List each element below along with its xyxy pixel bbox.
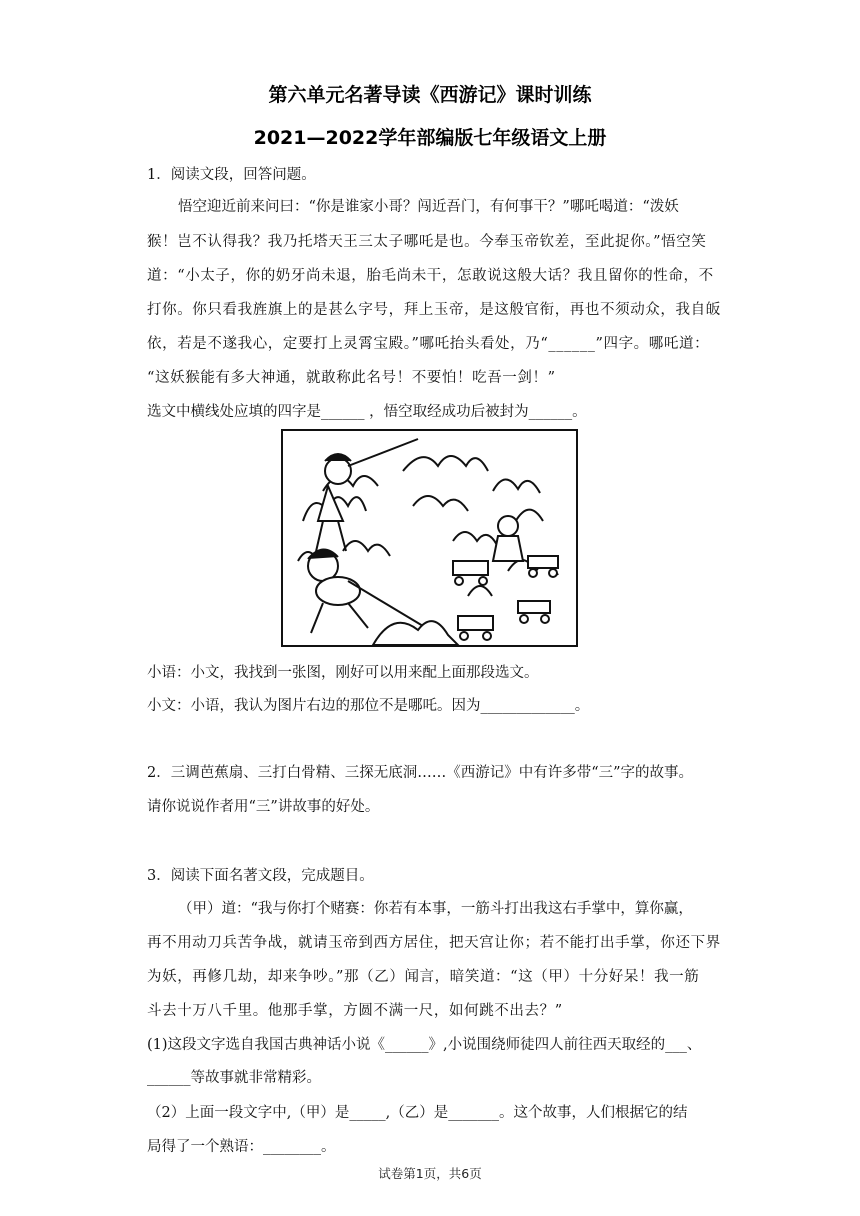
question-1-prompt: 1．阅读文段，回答问题。 [147, 167, 316, 183]
q1-dialog-line: 小文：小语，我认为图片右边的那位不是哪吒。因为_____________。 [147, 698, 590, 714]
page-subtitle: 2021—2022学年部编版七年级语文上册 [253, 127, 607, 149]
q1-fill-question: 选文中横线处应填的四字是______ ，悟空取经成功后被封为______。 [147, 404, 587, 420]
question-2-line: 2．三调芭蕉扇、三打白骨精、三探无底洞……《西游记》中有许多带“三”字的故事。 [147, 765, 694, 781]
q1-passage-line: 悟空迎近前来问曰：“你是谁家小哥？闯近吾门，有何事干？”哪吒喝道：“泼妖 [178, 199, 679, 215]
q3-passage-line: 斗去十万八千里。他那手掌，方圆不满一尺，如何跳不出去？” [147, 1003, 563, 1019]
q1-passage-line: 依，若是不遂我心，定要打上灵霄宝殿。”哪吒抬头看处，乃“______”四字。哪吒道： [147, 336, 710, 352]
question-2-line: 请你说说作者用“三”讲故事的好处。 [147, 799, 380, 815]
q1-dialog-line: 小语：小文，我找到一张图，刚好可以用来配上面那段选文。 [147, 665, 539, 681]
q3-sub1-line: ______等故事就非常精彩。 [147, 1070, 321, 1086]
q1-passage-line: 打你。你只看我旌旗上的是甚么字号，拜上玉帝，是这般官衔，再也不须动众，我自皈 [147, 302, 721, 318]
illustration-image [281, 429, 578, 647]
q3-sub1-line: (1)这段文字选自我国古典神话小说《______》,小说围绕师徒四人前往西天取经的___、 [147, 1037, 702, 1053]
q3-passage-line: 再不用动刀兵苦争战，就请玉帝到西方居住，把天宫让你；若不能打出手掌，你还下界 [147, 935, 721, 951]
page-footer: 试卷第1页，共6页 [378, 1166, 482, 1181]
q3-sub2-line: （2）上面一段文字中,（甲）是_____,（乙）是_______。这个故事，人们根据它的结 [147, 1105, 688, 1121]
q3-passage-line: （甲）道：“我与你打个赌赛：你若有本事，一筋斗打出我这右手掌中，算你赢， [178, 901, 693, 917]
q1-passage-line: 道：“小太子，你的奶牙尚未退，胎毛尚未干，怎敢说这般大话？我且留你的性命，不 [147, 268, 714, 284]
q3-passage-line: 为妖，再修几劫，却来争吵。”那（乙）闻言，暗笑道：“这（甲）十分好呆！我一筋 [147, 969, 700, 985]
q3-sub2-line: 局得了一个熟语：________。 [147, 1139, 336, 1155]
fire-battle-drawing [283, 431, 576, 645]
q1-passage-line: 猴！岂不认得我？我乃托塔天王三太子哪吒是也。今奉玉帝钦差，至此捉你。”悟空笑 [147, 234, 707, 250]
q1-passage-line: “这妖猴能有多大神通，就敢称此名号！不要怕！吃吾一剑！” [147, 370, 556, 386]
question-3-prompt: 3．阅读下面名著文段，完成题目。 [147, 868, 374, 884]
page-title: 第六单元名著导读《西游记》课时训练 [268, 84, 592, 106]
